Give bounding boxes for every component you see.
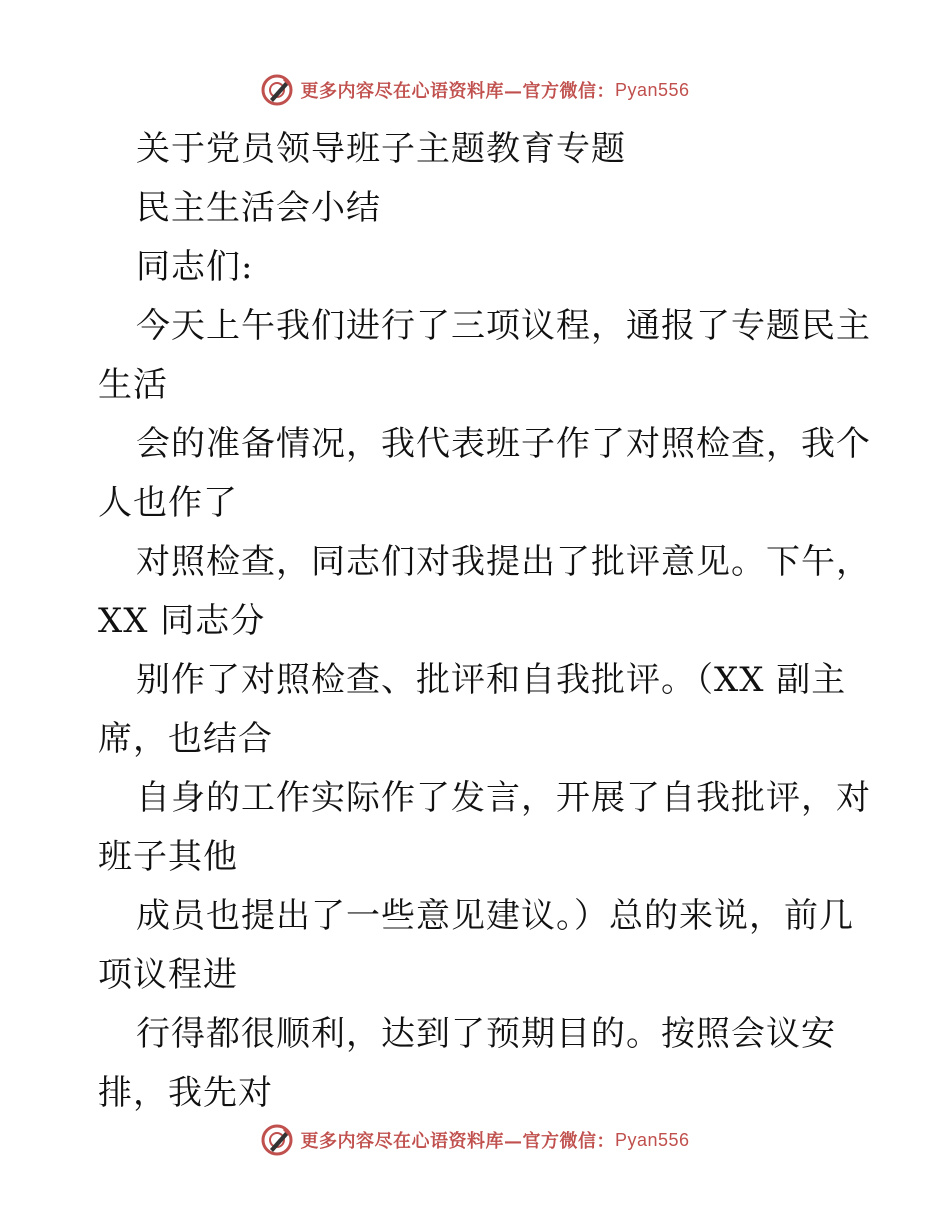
text-line: 自身的工作实际作了发言，开展了自我批评，对 <box>136 778 871 818</box>
text-line: 同志们: <box>136 247 254 287</box>
watermark-text: 更多内容尽在心语资料库—官方微信： <box>300 1131 615 1152</box>
footer-watermark <box>0 1120 950 1160</box>
text-line: 关于党员领导班子主题教育专题 <box>136 129 626 169</box>
watermark-wechat-id: Pyan556 <box>614 1129 690 1150</box>
brand-logo-icon <box>260 1123 294 1157</box>
text-line: 别作了对照检查、批评和自我批评。（XX 副主 <box>136 660 847 700</box>
watermark-wechat-id: Pyan556 <box>614 79 690 100</box>
text-line: 成员也提出了一些意见建议。）总的来说，前几 <box>136 896 854 936</box>
text-line: 生活 <box>98 365 168 405</box>
text-line: 今天上午我们进行了三项议程，通报了专题民主 <box>136 306 871 346</box>
text-line: 会的准备情况，我代表班子作了对照检查，我个 <box>136 424 871 464</box>
text-line: 行得都很顺利，达到了预期目的。按照会议安 <box>136 1014 836 1054</box>
text-line: 班子其他 <box>98 837 238 877</box>
text-line: 排，我先对 <box>98 1073 273 1113</box>
text-line: 项议程进 <box>98 955 238 995</box>
text-line: 席，也结合 <box>98 719 273 759</box>
text-line: 人也作了 <box>98 483 238 523</box>
text-line: 对照检查，同志们对我提出了批评意见。下午， <box>136 542 871 582</box>
brand-logo-icon <box>260 73 294 107</box>
text-line: XX 同志分 <box>98 601 266 641</box>
watermark-text: 更多内容尽在心语资料库—官方微信： <box>300 81 615 102</box>
document-body <box>98 120 871 1123</box>
header-watermark <box>0 70 950 110</box>
text-line: 民主生活会小结 <box>136 188 381 228</box>
